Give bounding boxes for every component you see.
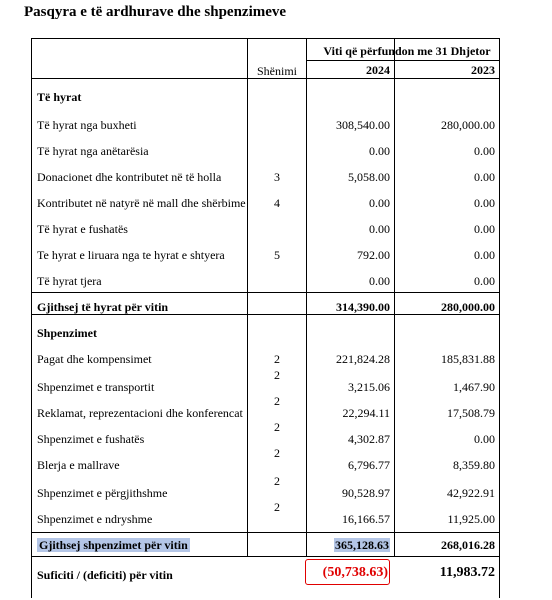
page-title: Pasqyra e të ardhurave dhe shpenzimeve (24, 4, 287, 20)
income-total-2023: 280,000.00 (441, 300, 495, 314)
period-header: Viti që përfundon me 31 Dhjetor (323, 44, 491, 58)
expense-total-2023: 268,016.28 (441, 538, 495, 552)
row-value-2023: 1,467.90 (453, 380, 495, 394)
row-value-2023: 0.00 (474, 196, 495, 210)
row-label: Të hyrat e fushatës (37, 222, 128, 236)
row-value-2024: 22,294.11 (342, 406, 390, 420)
row-note: 2 (274, 446, 280, 460)
row-note: 3 (274, 170, 280, 184)
year-2023-header: 2023 (471, 63, 495, 77)
row-label: Të hyrat nga anëtarësia (37, 144, 149, 158)
row-note: 2 (274, 394, 280, 408)
row-value-2023: 0.00 (474, 274, 495, 288)
divider (31, 532, 500, 533)
row-label: Shpenzimet e fushatës (37, 432, 145, 446)
row-value-2024: 0.00 (369, 196, 390, 210)
expense-total-2024: 365,128.63 (335, 538, 389, 552)
row-label: Reklamat, reprezentacioni dhe konferencat (37, 406, 243, 420)
row-note: 5 (274, 248, 280, 262)
row-value-2023: 11,925.00 (447, 512, 495, 526)
income-section-heading: Të hyrat (37, 90, 82, 104)
divider (306, 60, 500, 61)
divider (306, 38, 307, 556)
row-label: Donacionet dhe kontributet në të holla (37, 170, 222, 184)
row-label: Te hyrat e liruara nga te hyrat e shtyera (37, 248, 225, 262)
row-value-2023: 280,000.00 (441, 118, 495, 132)
row-value-2024: 792.00 (357, 248, 390, 262)
row-value-2023: 0.00 (474, 144, 495, 158)
note-column-header: Shënimi (256, 64, 297, 78)
row-value-2024: 3,215.06 (348, 380, 390, 394)
income-total-label: Gjithsej të hyrat për vitin (37, 300, 169, 314)
surplus-2023: 11,983.72 (439, 565, 495, 580)
expense-section-heading: Shpenzimet (37, 326, 97, 340)
row-label: Shpenzimet e ndryshme (37, 512, 153, 526)
row-label: Blerja e mallrave (37, 458, 120, 472)
row-value-2024: 90,528.97 (342, 486, 390, 500)
row-value-2024: 6,796.77 (348, 458, 390, 472)
divider (31, 556, 500, 557)
row-value-2023: 0.00 (474, 248, 495, 262)
row-value-2024: 221,824.28 (336, 352, 390, 366)
row-value-2023: 17,508.79 (447, 406, 495, 420)
row-value-2024: 4,302.87 (348, 432, 390, 446)
divider (31, 292, 500, 293)
row-value-2023: 0.00 (474, 170, 495, 184)
row-note: 2 (274, 474, 280, 488)
row-label: Kontributet në natyrë në mall dhe shërbime (37, 196, 246, 210)
divider (31, 78, 500, 79)
row-note: 2 (274, 420, 280, 434)
row-note: 2 (274, 368, 280, 382)
year-2024-header: 2024 (366, 63, 390, 77)
row-value-2024: 0.00 (369, 144, 390, 158)
surplus-label: Suficiti / (deficiti) për vitin (37, 568, 173, 582)
row-value-2023: 42,922.91 (447, 486, 495, 500)
expense-total-label: Gjithsej shpenzimet për vitin (39, 538, 188, 552)
row-label: Shpenzimet e përgjithshme (37, 486, 168, 500)
row-value-2024: 0.00 (369, 274, 390, 288)
row-label: Të hyrat nga buxheti (37, 118, 137, 132)
row-value-2024: 5,058.00 (348, 170, 390, 184)
surplus-2024: (50,738.63) (322, 565, 388, 580)
row-note: 2 (274, 500, 280, 514)
row-label: Të hyrat tjera (37, 274, 102, 288)
divider (31, 314, 500, 315)
row-value-2024: 0.00 (369, 222, 390, 236)
row-value-2023: 0.00 (474, 432, 495, 446)
row-value-2024: 308,540.00 (336, 118, 390, 132)
row-label: Shpenzimet e transportit (37, 380, 155, 394)
divider (394, 38, 395, 556)
income-total-2024: 314,390.00 (336, 300, 390, 314)
row-label: Pagat dhe kompensimet (37, 352, 152, 366)
row-value-2024: 16,166.57 (342, 512, 390, 526)
row-value-2023: 8,359.80 (453, 458, 495, 472)
row-value-2023: 185,831.88 (441, 352, 495, 366)
row-value-2023: 0.00 (474, 222, 495, 236)
row-note: 2 (274, 352, 280, 366)
row-note: 4 (274, 196, 280, 210)
